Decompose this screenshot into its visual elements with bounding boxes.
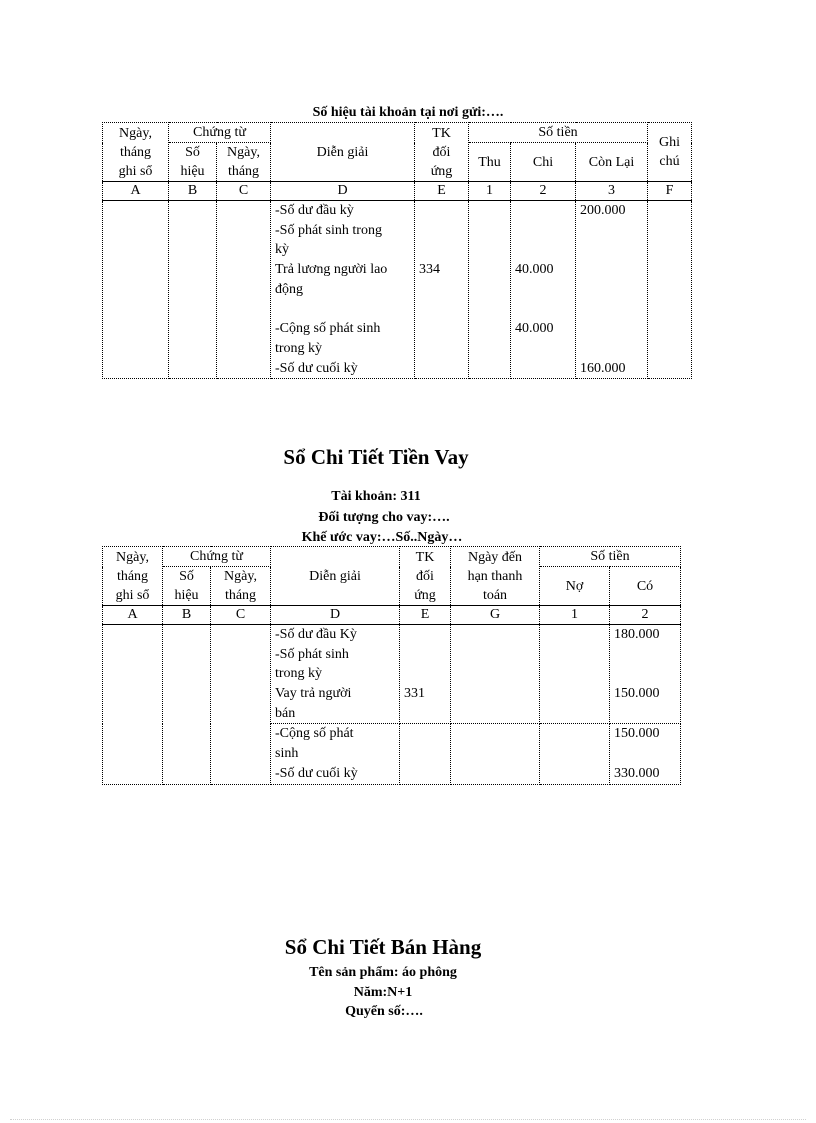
cell-line: Vay trả người: [275, 686, 352, 702]
cell-line: [404, 764, 450, 784]
loan-account: Tài khoản: 311: [331, 489, 421, 504]
body-co-col: [610, 724, 681, 784]
cell-line: -Cộng số phát sinh: [275, 321, 381, 337]
cell-line: [515, 201, 575, 221]
body-ngay-thang-col: [217, 201, 271, 379]
cell-line: [419, 280, 468, 300]
table1-caption: Số hiệu tài khoản tại nơi gửi:….: [312, 105, 504, 120]
header-so-tien: Số tiền: [469, 123, 648, 143]
header-chung-tu: Chứng từ: [163, 547, 271, 567]
cell-line: [473, 240, 510, 260]
letter-cell: F: [648, 182, 692, 201]
cell-line: Trả lương người lao: [275, 262, 388, 278]
cell-line: động: [275, 281, 303, 297]
body-dien-giai-col: [271, 625, 400, 724]
cell-line: 180.000: [614, 627, 660, 642]
cell-line: [404, 645, 450, 665]
cell-line: [404, 724, 450, 744]
letter-cell: 3: [576, 182, 648, 201]
body-no-col: [540, 625, 610, 724]
header-thu: Thu: [469, 143, 511, 182]
cell-line: [580, 299, 647, 319]
header-so-hieu: Số hiệu: [169, 143, 217, 182]
cell-line: [419, 221, 468, 241]
cell-line: -Số dư cuối kỳ: [275, 765, 358, 781]
cell-line: [515, 359, 575, 379]
deposit-ledger-table: [102, 122, 692, 379]
cell-line: [473, 339, 510, 359]
letter-cell: C: [217, 182, 271, 201]
header-ngay-thang: Ngày, tháng: [217, 143, 271, 182]
cell-line: [614, 645, 680, 665]
body-dien-giai-col: [271, 201, 415, 379]
cell-line: [404, 625, 450, 645]
table-row: [103, 625, 681, 724]
letter-cell: G: [451, 606, 540, 625]
cell-line: 150.000: [614, 686, 660, 702]
table-row: [103, 201, 692, 379]
cell-line: [515, 339, 575, 359]
body-ngay-den-han-col: [451, 724, 540, 784]
loan-ledger-title: Sổ Chi Tiết Tiền Vay: [283, 445, 469, 469]
cell-line: [580, 240, 647, 260]
cell-line: [614, 664, 680, 684]
cell-line: 150.000: [614, 726, 660, 742]
body-so-hieu-col: [169, 201, 217, 379]
sales-book: Quyển số:….: [345, 1004, 423, 1019]
cell-line: [404, 744, 450, 764]
body-dien-giai-col: [271, 724, 400, 784]
letter-cell: A: [103, 606, 163, 625]
header-no: Nợ: [540, 567, 610, 606]
cell-line: [404, 664, 450, 684]
cell-line: [275, 299, 414, 319]
cell-line: -Số dư đầu Kỳ: [275, 627, 357, 642]
letter-cell: A: [103, 182, 169, 201]
body-no-col: [540, 724, 610, 784]
cell-line: 330.000: [614, 765, 660, 781]
cell-line: [614, 704, 680, 724]
header-ngay-thang: Ngày, tháng: [211, 567, 271, 606]
letter-cell: C: [211, 606, 271, 625]
cell-line: 40.000: [515, 321, 554, 337]
cell-line: [614, 744, 680, 764]
header-ngay-thang-ghi-so: Ngày, tháng ghi sổ: [103, 547, 163, 606]
page-bottom-rule: [10, 1119, 806, 1120]
letter-cell: 2: [511, 182, 576, 201]
header-dien-giai: Diễn giải: [271, 547, 400, 606]
body-co-col: [610, 625, 681, 724]
column-letters-row: [103, 182, 692, 201]
letter-cell: E: [400, 606, 451, 625]
header-ngay-den-han: Ngày đến hạn thanh toán: [451, 547, 540, 606]
letter-cell: 1: [469, 182, 511, 201]
body-con-lai-col: [576, 201, 648, 379]
header-con-lai: Còn Lại: [576, 143, 648, 182]
body-ngay-den-han-col: [451, 625, 540, 724]
letter-cell: D: [271, 182, 415, 201]
cell-line: [515, 221, 575, 241]
header-chung-tu: Chứng từ: [169, 123, 271, 143]
cell-line: 160.000: [580, 360, 626, 376]
header-co: Có: [610, 567, 681, 606]
letter-cell: 1: [540, 606, 610, 625]
cell-line: [580, 319, 647, 339]
cell-line: [419, 319, 468, 339]
cell-line: [419, 359, 468, 379]
letter-cell: B: [169, 182, 217, 201]
loan-contract: Khế ước vay:…Số..Ngày…: [301, 530, 463, 545]
cell-line: bán: [275, 705, 296, 721]
cell-line: [473, 359, 510, 379]
body-so-hieu-col: [163, 625, 211, 785]
body-ngay-thang-col: [211, 625, 271, 785]
body-ngay-col: [103, 201, 169, 379]
body-tk-col: [415, 201, 469, 379]
body-tk-col: [400, 625, 451, 724]
cell-line: [473, 260, 510, 280]
letter-cell: E: [415, 182, 469, 201]
body-chi-col: [511, 201, 576, 379]
letter-cell: D: [271, 606, 400, 625]
cell-line: 334: [419, 262, 440, 278]
cell-line: [473, 319, 510, 339]
cell-line: trong kỳ: [275, 666, 323, 682]
cell-line: [419, 299, 468, 319]
cell-line: -Số dư đầu kỳ: [275, 203, 354, 218]
cell-line: [419, 339, 468, 359]
cell-line: [419, 240, 468, 260]
column-letters-row: [103, 606, 681, 625]
body-tk-col: [400, 724, 451, 784]
cell-line: [515, 280, 575, 300]
cell-line: [580, 260, 647, 280]
cell-line: 200.000: [580, 203, 626, 218]
cell-line: kỳ: [275, 242, 289, 258]
cell-line: sinh: [275, 746, 299, 762]
cell-line: [580, 221, 647, 241]
cell-line: [473, 201, 510, 221]
cell-line: 331: [404, 686, 425, 702]
cell-line: [473, 299, 510, 319]
cell-line: -Số phát sinh trong: [275, 222, 382, 238]
cell-line: -Số phát sinh: [275, 646, 349, 662]
letter-cell: B: [163, 606, 211, 625]
cell-line: 40.000: [515, 262, 554, 278]
cell-line: [473, 280, 510, 300]
cell-line: [515, 299, 575, 319]
header-chi: Chi: [511, 143, 576, 182]
header-tk-doi-ung: TK đối ứng: [415, 123, 469, 182]
header-ngay-thang-ghi-so: Ngày, tháng ghi sổ: [103, 123, 169, 182]
cell-line: [404, 704, 450, 724]
header-tk-doi-ung: TK đối ứng: [400, 547, 451, 606]
body-thu-col: [469, 201, 511, 379]
cell-line: -Cộng số phát: [275, 726, 354, 742]
loan-lender: Đối tượng cho vay:….: [318, 510, 450, 525]
header-so-hieu: Số hiệu: [163, 567, 211, 606]
body-ghi-chu-col: [648, 201, 692, 379]
body-ngay-col: [103, 625, 163, 785]
cell-line: trong kỳ: [275, 340, 323, 356]
cell-line: [580, 280, 647, 300]
cell-line: -Số dư cuối kỳ: [275, 360, 358, 376]
header-so-tien: Số tiền: [540, 547, 681, 567]
loan-ledger-table: [102, 546, 681, 785]
sales-ledger-title: Sổ Chi Tiết Bán Hàng: [284, 935, 482, 959]
sales-year: Năm:N+1: [353, 985, 413, 1000]
cell-line: [515, 240, 575, 260]
header-dien-giai: Diễn giải: [271, 123, 415, 182]
sales-product: Tên sản phẩm: áo phông: [309, 965, 457, 980]
header-ghi-chu: Ghi chú: [648, 123, 692, 182]
cell-line: [473, 221, 510, 241]
cell-line: [419, 201, 468, 221]
cell-line: [580, 339, 647, 359]
letter-cell: 2: [610, 606, 681, 625]
